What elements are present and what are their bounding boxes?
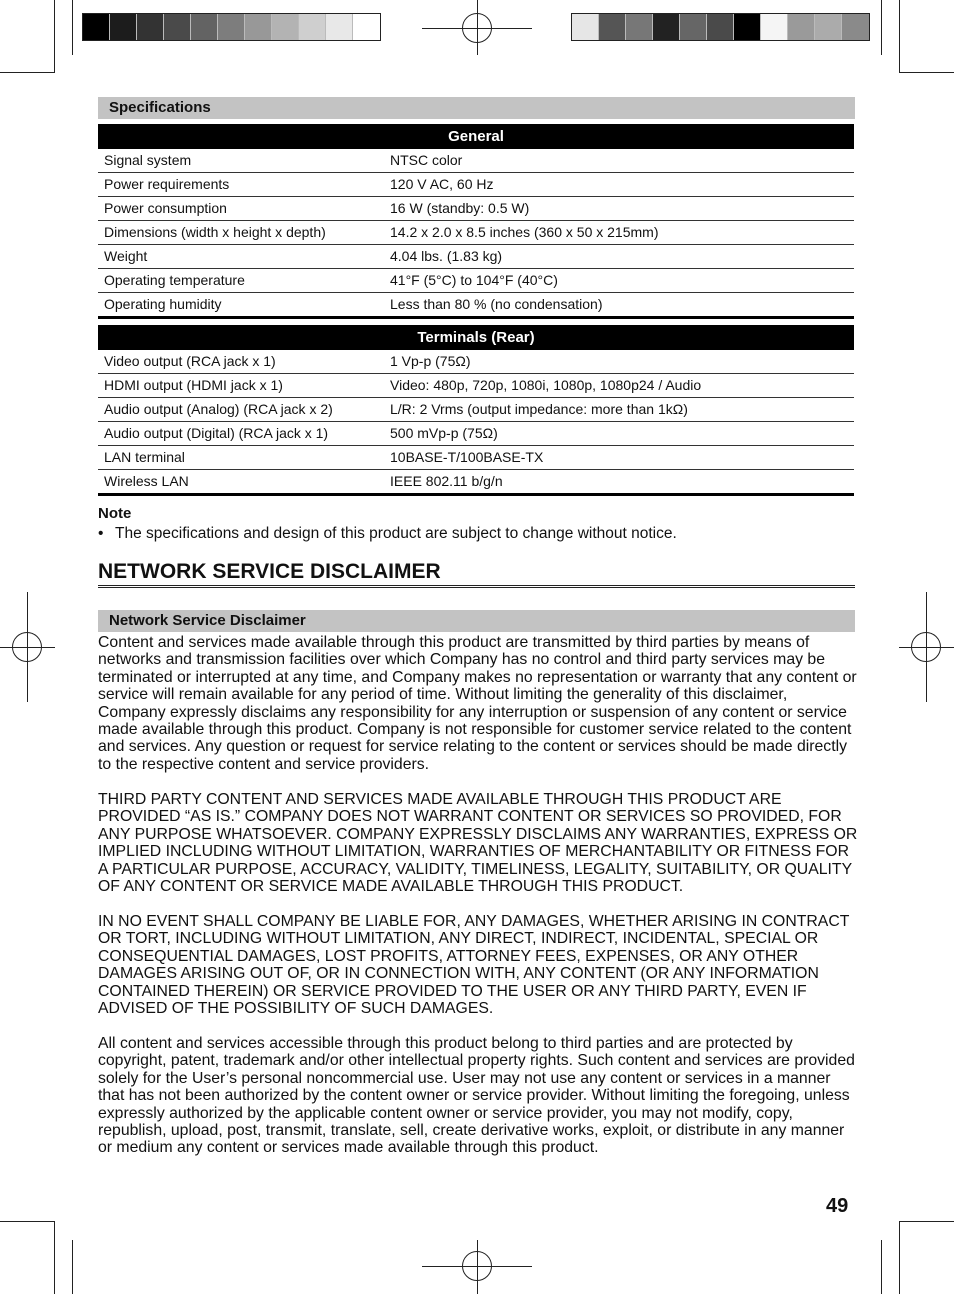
spec-row (98, 197, 854, 221)
spec-label: Signal system (98, 149, 384, 173)
general-specs-table (98, 124, 854, 319)
spec-row (98, 422, 854, 446)
spec-value: 120 V AC, 60 Hz (384, 173, 854, 197)
color-patch (572, 14, 599, 40)
spec-row (98, 173, 854, 197)
spec-label: Video output (RCA jack x 1) (98, 350, 384, 374)
spec-value: 16 W (standby: 0.5 W) (384, 197, 854, 221)
spec-row (98, 446, 854, 470)
color-patch (734, 14, 761, 40)
note-title: Note (98, 505, 132, 522)
color-patch (245, 14, 272, 40)
note-item (98, 525, 677, 543)
color-patch (218, 14, 245, 40)
color-patch (164, 14, 191, 40)
spec-value: 4.04 lbs. (1.83 kg) (384, 245, 854, 269)
color-patch (137, 14, 164, 40)
color-patch (326, 14, 353, 40)
disclaimer-paragraph-3: IN NO EVENT SHALL COMPANY BE LIABLE FOR, ANY DAMAGES, WHETHER ARISING IN CONTRACT OR TORT, INCLUDING WITHOUT LIMITATION, ANY DIRECT, INDIRECT, INCIDENTAL, SPECIAL OR CONSEQUENTIAL DAMAGES, LOST PROFITS, ATTORNEY FEES, EXPENSES, OR ANY OTHER DAMAGES ARISING OUT OF, OR IN CONNECTION WITH, ANY CONTENT (OR ANY INFORMATION CONTAINED THEREIN) OR SERVICE PROVIDED TO THE USER OR ANY THIRD PARTY, EVEN IF ADVISED OF THE POSSIBILITY OF SUCH DAMAGES. (98, 913, 850, 1018)
spec-value: Less than 80 % (no condensation) (384, 293, 854, 318)
spec-row (98, 350, 854, 374)
color-patch (299, 14, 326, 40)
color-patch (653, 14, 680, 40)
spec-value: 41°F (5°C) to 104°F (40°C) (384, 269, 854, 293)
page-title: NETWORK SERVICE DISCLAIMER (98, 560, 855, 588)
color-patch (272, 14, 299, 40)
spec-value: 14.2 x 2.0 x 8.5 inches (360 x 50 x 215mm) (384, 221, 854, 245)
spec-row (98, 269, 854, 293)
spec-row (98, 245, 854, 269)
spec-row (98, 293, 854, 318)
spec-label: Power requirements (98, 173, 384, 197)
spec-label: Weight (98, 245, 384, 269)
disclaimer-paragraph-4: All content and services accessible through this product belong to third parties and are protected by copyright, patent, trademark and/or other intellectual property rights. Such content and services are provided solely for the User’s personal noncommercial use. User may not use any content or services in a manner that has not been authorized by the content owner or service provider. Without limiting the foregoing, unless expressly authorized by the applicable content owner or service provider, you may not modify, copy, republish, upload, post, transmit, translate, sell, create derivative works, exploit, or distribute in any manner or medium any content or services made available through this product. (98, 1035, 855, 1157)
spec-value: L/R: 2 Vrms (output impedance: more than 1kΩ) (384, 398, 854, 422)
spec-value: IEEE 802.11 b/g/n (384, 470, 854, 495)
disclaimer-paragraph-1: Content and services made available through this product are transmitted by third parties by means of networks and transmission facilities over which Company has no control and third party services may be terminated or interrupted at any time, and Company makes no representation or warranty that any content or service will remain available for any period of time. Without limiting the generality of this disclaimer, Company expressly disclaims any responsibility for any interruption or suspension of any content or service made available through this product. Company is not responsible for customer service related to the content and services. Any question or request for service relating to the content or services should be made directly to the respective content and service providers. (98, 634, 857, 773)
color-patch (110, 14, 137, 40)
spec-row (98, 470, 854, 495)
note-text: The specifications and design of this product are subject to change without notice. (115, 525, 677, 542)
spec-value: 1 Vp-p (75Ω) (384, 350, 854, 374)
spec-value: Video: 480p, 720p, 1080i, 1080p, 1080p24 / Audio (384, 374, 854, 398)
color-patch (191, 14, 218, 40)
spec-label: Dimensions (width x height x depth) (98, 221, 384, 245)
color-patch (761, 14, 788, 40)
disclaimer-subheading: Network Service Disclaimer (98, 610, 855, 632)
terminals-specs-table (98, 325, 854, 496)
spec-label: LAN terminal (98, 446, 384, 470)
color-patch (83, 14, 110, 40)
disclaimer-paragraph-2: THIRD PARTY CONTENT AND SERVICES MADE AVAILABLE THROUGH THIS PRODUCT ARE PROVIDED “AS IS.” COMPANY DOES NOT WARRANT CONTENT OR SERVICES SO PROVIDED, FOR ANY PURPOSE WHATSOEVER. COMPANY EXPRESSLY DISCLAIMS ANY WARRANTIES, EXPRESS OR IMPLIED INCLUDING WITHOUT LIMITATION, WARRANTIES OF MERCHANTABILITY OR FITNESS FOR A PARTICULAR PURPOSE, ACCURACY, VALIDITY, TIMELINESS, LEGALITY, SUITABILITY, OR QUALITY OF ANY CONTENT OR SERVICE MADE AVAILABLE THROUGH THIS PRODUCT. (98, 791, 858, 896)
general-table-title: General (98, 124, 854, 149)
terminals-table-title: Terminals (Rear) (98, 325, 854, 350)
grayscale-calibration-strip-right (571, 13, 870, 41)
spec-row (98, 149, 854, 173)
spec-label: Wireless LAN (98, 470, 384, 495)
spec-row (98, 374, 854, 398)
spec-label: Audio output (Digital) (RCA jack x 1) (98, 422, 384, 446)
color-patch (599, 14, 626, 40)
color-patch (626, 14, 653, 40)
color-patch (680, 14, 707, 40)
bullet: • (98, 525, 104, 542)
color-patch (707, 14, 734, 40)
spec-value: NTSC color (384, 149, 854, 173)
spec-value: 500 mVp-p (75Ω) (384, 422, 854, 446)
spec-label: HDMI output (HDMI jack x 1) (98, 374, 384, 398)
spec-label: Power consumption (98, 197, 384, 221)
specifications-heading: Specifications (98, 97, 855, 119)
grayscale-calibration-strip-left (82, 13, 381, 41)
color-patch (353, 14, 380, 40)
color-patch (815, 14, 842, 40)
color-patch (842, 14, 869, 40)
color-patch (788, 14, 815, 40)
spec-row (98, 398, 854, 422)
page-number: 49 (826, 1195, 849, 1217)
spec-label: Audio output (Analog) (RCA jack x 2) (98, 398, 384, 422)
spec-label: Operating humidity (98, 293, 384, 318)
spec-row (98, 221, 854, 245)
spec-value: 10BASE-T/100BASE-TX (384, 446, 854, 470)
spec-label: Operating temperature (98, 269, 384, 293)
